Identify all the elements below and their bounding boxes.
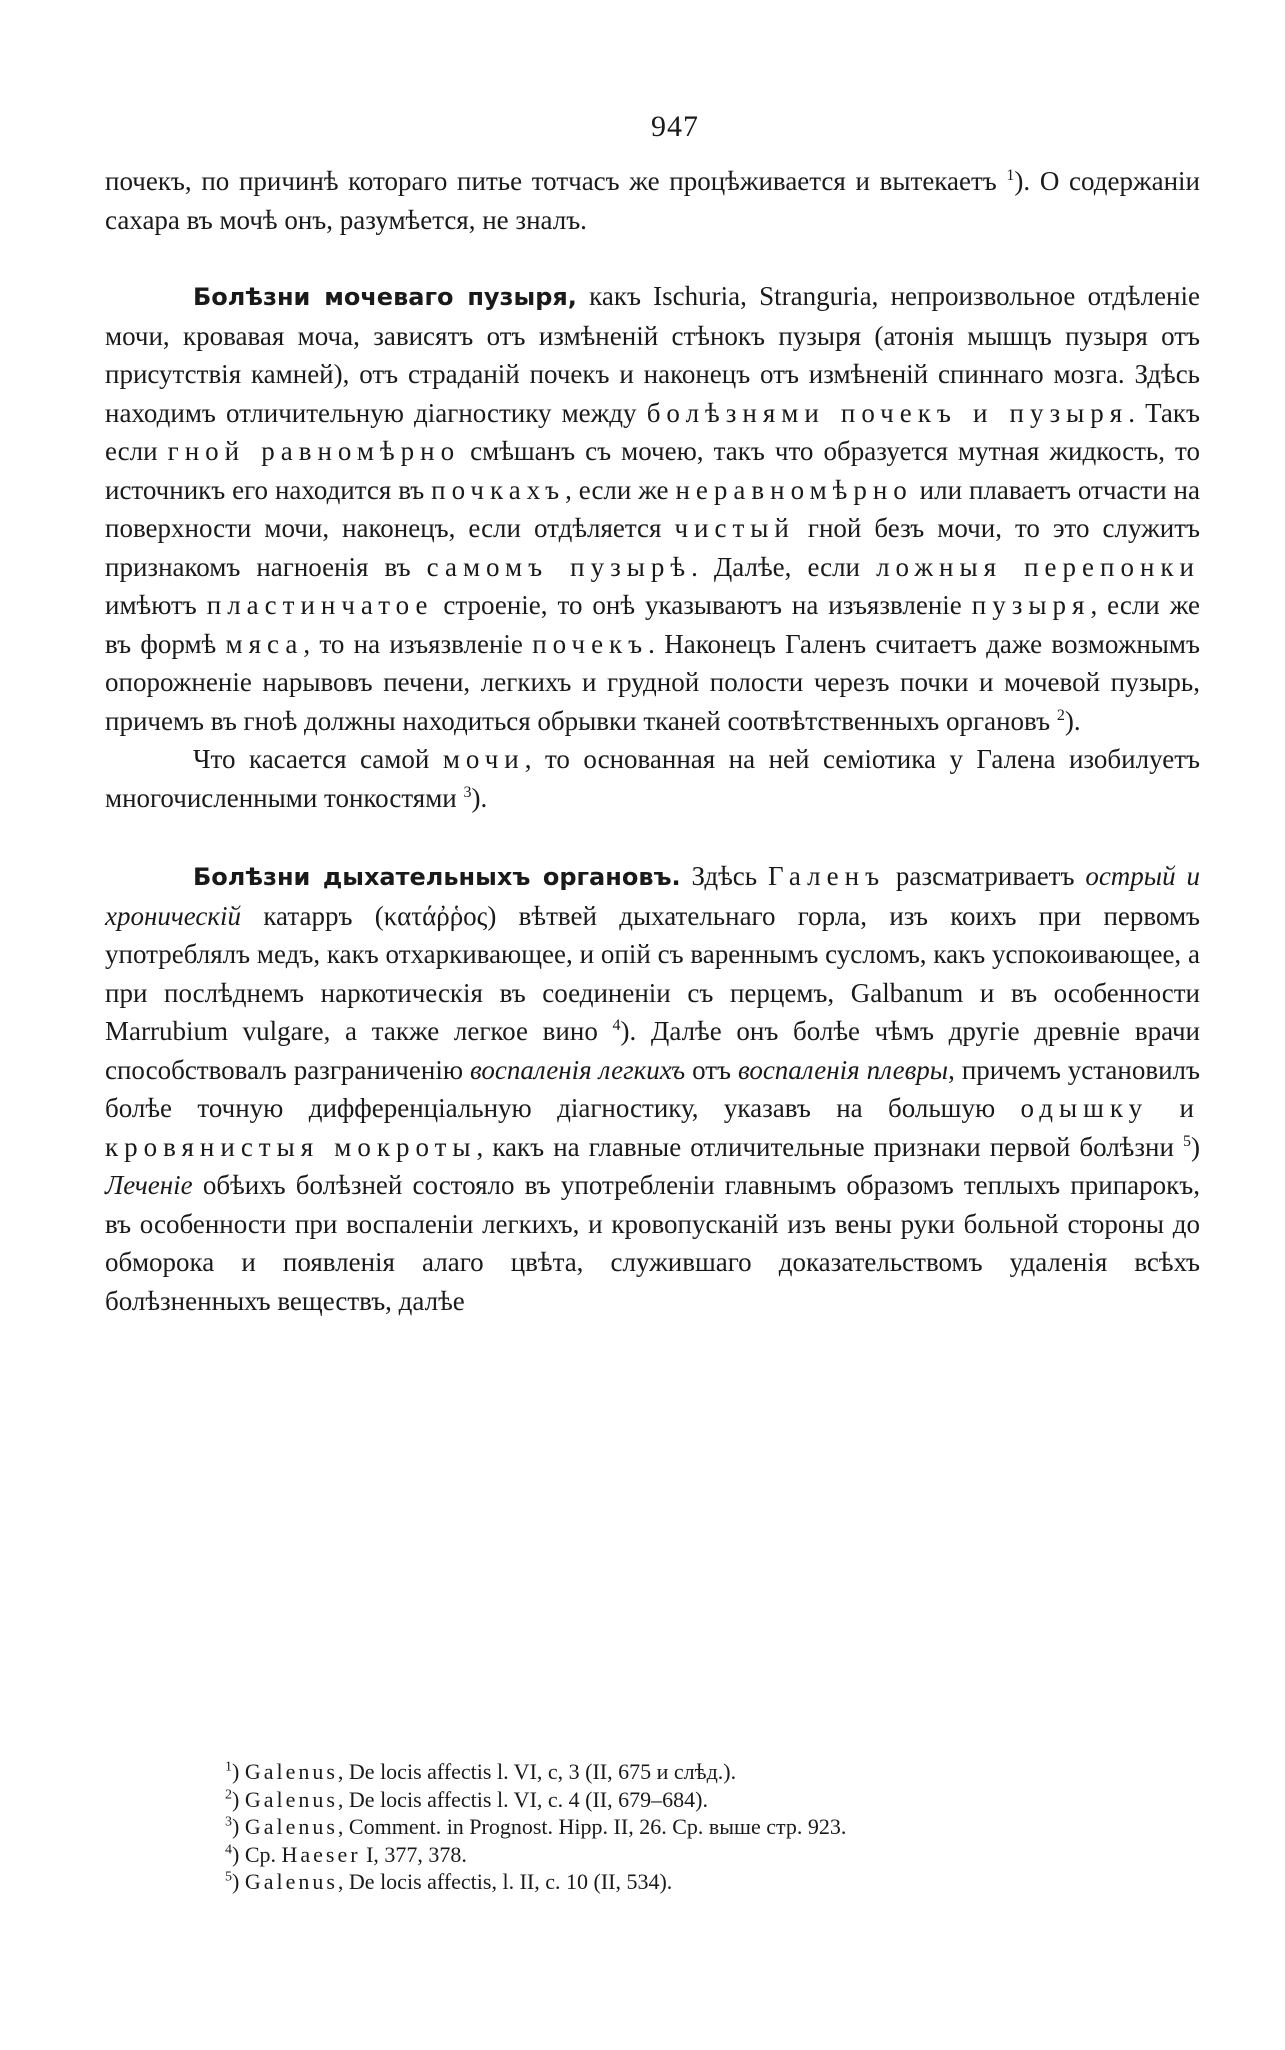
paragraph-bladder-diseases: Болѣзни мочеваго пузыря, какъ Ischuria, Stranguria, непроизвольное отдѣленіе мочи, кровавая моча, зависятъ отъ измѣненій стѣнокъ пузыря (атонія мышцъ пузыря отъ присутствія камней), отъ страданій почекъ и наконецъ отъ измѣненій спиннаго мозга. Здѣсь находимъ отличительную діагностику между болѣзнями почекъ и пузыря. Такъ если гной равномѣрно смѣшанъ съ мочею, такъ что образуется мутная жидкость, то источникъ его находится въ почкахъ, если же неравномѣрно или плаваетъ отчасти на поверхности мочи, наконецъ, если отдѣляется чистый гной безъ мочи, то это служитъ признакомъ нагноенія въ самомъ пузырѣ. Далѣе, если ложныя перепонки имѣютъ пластинчатое строеніе, то онѣ указываютъ на изъязвленіе пузыря, если же въ формѣ мяса, то на изъязвленіе почекъ. Наконецъ Галенъ считаетъ даже возможнымъ опорожненіе нарывовъ печени, легкихъ и грудной полости черезъ почки и мочевой пузырь, причемъ въ гноѣ должны находиться обрывки тканей соотвѣтственныхъ органовъ $^2$). [105,281,1200,736]
footnote-ref-2: 2 [1056,706,1065,724]
footnote-ref-4: 4 [612,1017,621,1034]
paragraph-urine-semiotics: Что касается самой мочи, то основанная на ней семіотика у Галена изобилуетъ многочисленными тонкостями $^3$). [105,744,1200,813]
footnote-ref-3: 3 [463,783,472,801]
footnote-1: $^1$) Galenus, De locis affectis l. VI, c, 3 (II, 675 и слѣд.). [225,1759,737,1784]
document-page [105,110,1200,1320]
paragraph-respiratory-diseases: Болѣзни дыхательныхъ органовъ. Здѣсь Галенъ разсматриваетъ острый и хроническій катарръ (κατάῤῥος) вѣтвей дыхательнаго горла, изъ коихъ при первомъ употреблялъ медъ, какъ отхаркивающее, и опій съ вареннымъ сусломъ, какъ успокоивающее, а при послѣднемъ наркотическія въ соединеніи съ перцемъ, Galbanum и въ особенности Marrubium vulgare, а также легкое вино $^4$). Далѣе онъ болѣе чѣмъ другіе древніе врачи способствовалъ разграниченію воспаленія легкихъ отъ воспаленія плевры, причемъ установилъ болѣе точную дифференціальную діагностику, указавъ на большую одышку и кровянистыя мокроты, какъ на главные отличительные признаки первой болѣзни $^5$) Леченіе обѣихъ болѣзней состояло въ употребленіи главнымъ образомъ теплыхъ припарокъ, въ особенности при воспаленіи легкихъ, и кровопусканій изъ вены руки больной стороны до обморока и появленія алаго цвѣта, служившаго доказательствомъ удаленія всѣхъ болѣзненныхъ веществъ, далѣе [105,861,1200,1316]
page-number: 947 [651,110,699,143]
footnote-3: $^3$) Galenus, Comment. in Prognost. Hipp. II, 26. Ср. выше стр. 923. [225,1814,847,1839]
footnote-5: $^5$) Galenus, De locis affectis, l. II, c. 10 (II, 534). [225,1869,673,1894]
paragraph-kidney-continuation: почекъ, по причинѣ котораго питье тотчасъ же процѣживается и вытекаетъ $^1$). О содержаніи сахара въ мочѣ онъ, разумѣется, не зналъ. [105,166,1200,235]
section-heading-bladder: Болѣзни мочеваго пузыря, [193,283,577,311]
footnote-ref-1: 1 [1006,167,1015,184]
footnote-4: $^4$) Ср. Haeser I, 377, 378. [225,1841,467,1867]
footnote-ref-5: 5 [1182,1132,1191,1150]
footnotes [225,1758,1125,1896]
footnote-2: $^2$) Galenus, De locis affectis l. VI, c. 4 (II, 679–684). [225,1786,708,1812]
section-heading-respiratory: Болѣзни дыхательныхъ органовъ. [193,863,681,891]
